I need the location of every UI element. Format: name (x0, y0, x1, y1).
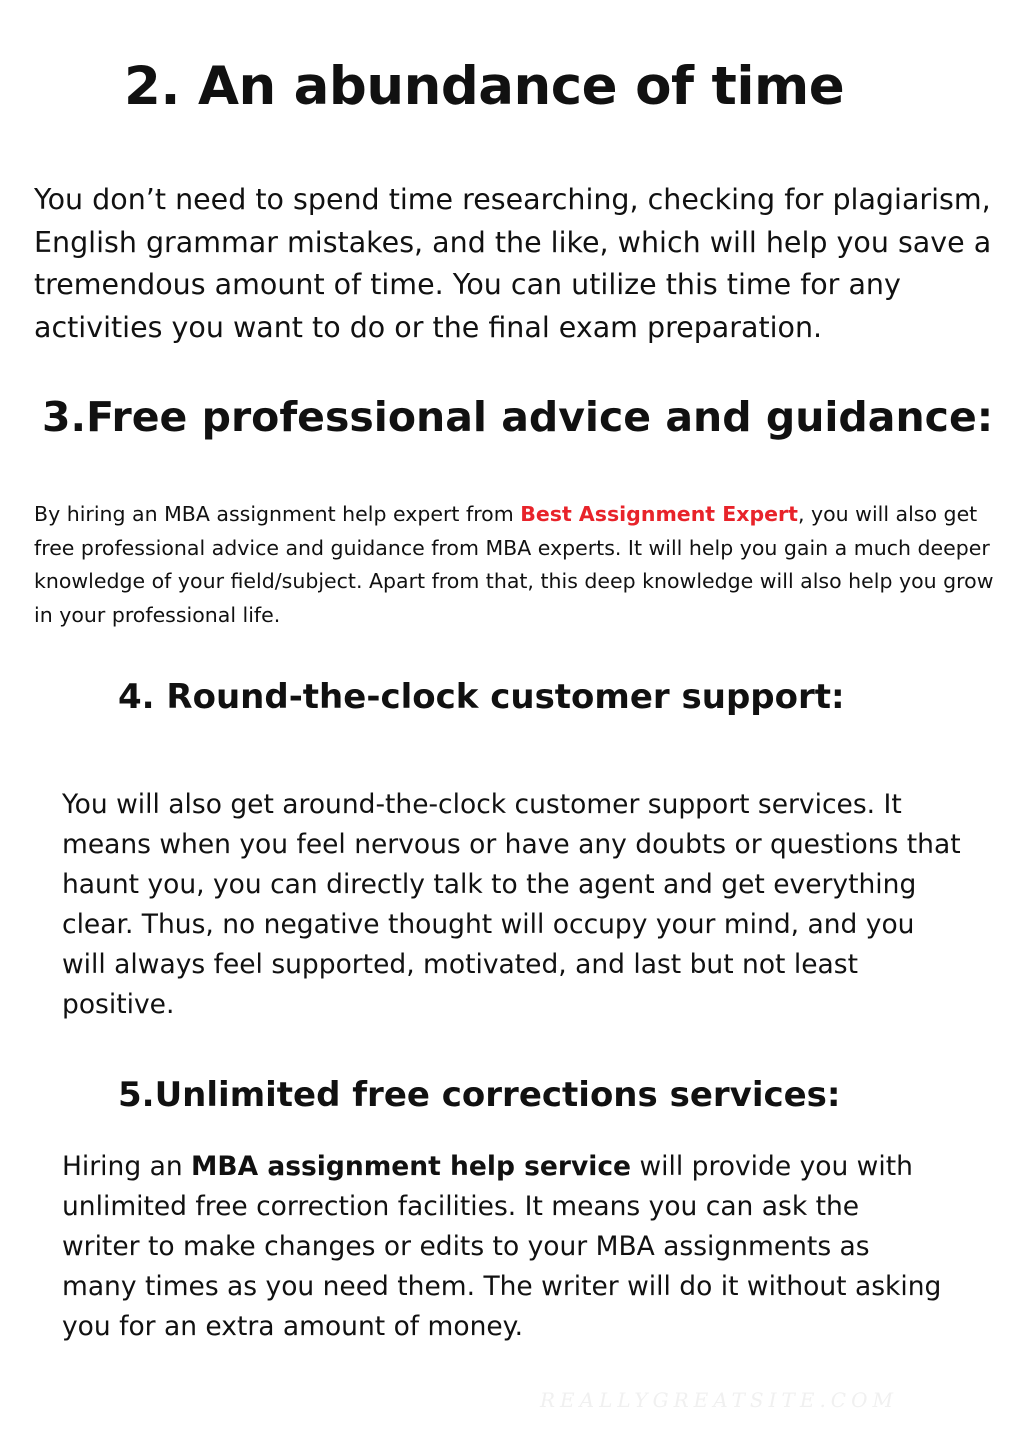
section-5-body (62, 1147, 942, 1347)
section-2-heading: 2. An abundance of time (124, 56, 845, 117)
section-3-heading: 3.Free professional advice and guidance: (42, 393, 994, 441)
service-bold-text: MBA assignment help service (191, 1151, 632, 1182)
section-5-body-start: Hiring an (62, 1151, 192, 1182)
watermark: REALLYGREATSITE.COM (540, 1388, 898, 1412)
brand-highlight: Best Assignment Expert (520, 502, 798, 526)
section-4-heading: 4. Round-the-clock customer support: (118, 677, 845, 717)
section-3-body-end: , you will also get free professional advice and guidance from MBA experts. It will help you gain a much deeper knowledge of your field/subject. Apart from that, this deep knowledge will also help you grow in your professional life. (34, 502, 994, 627)
section-2-body: You don’t need to spend time researching, checking for plagiarism, English grammar mistakes, and the like, which will help you save a tremendous amount of time. You can utilize this time for any activities you want to do or the final exam preparation. (34, 183, 992, 344)
section-5-heading: 5.Unlimited free corrections services: (118, 1075, 841, 1115)
section-4-body: You will also get around-the-clock customer support services. It means when you feel nervous or have any doubts or questions that haunt you, you can directly talk to the agent and get everything clear. Thus, no negative thought will occupy your mind, and you will always feel supported, motivated, and last but not least positive. (62, 789, 961, 1020)
section-3-body (34, 498, 994, 632)
section-3-body-start: By hiring an MBA assignment help expert from (34, 502, 521, 526)
section-5-body-end: will provide you with unlimited free correction facilities. It means you can ask the writer to make changes or edits to your MBA assignments as many times as you need them. The writer will do it without asking you for an extra amount of money. (62, 1151, 942, 1342)
